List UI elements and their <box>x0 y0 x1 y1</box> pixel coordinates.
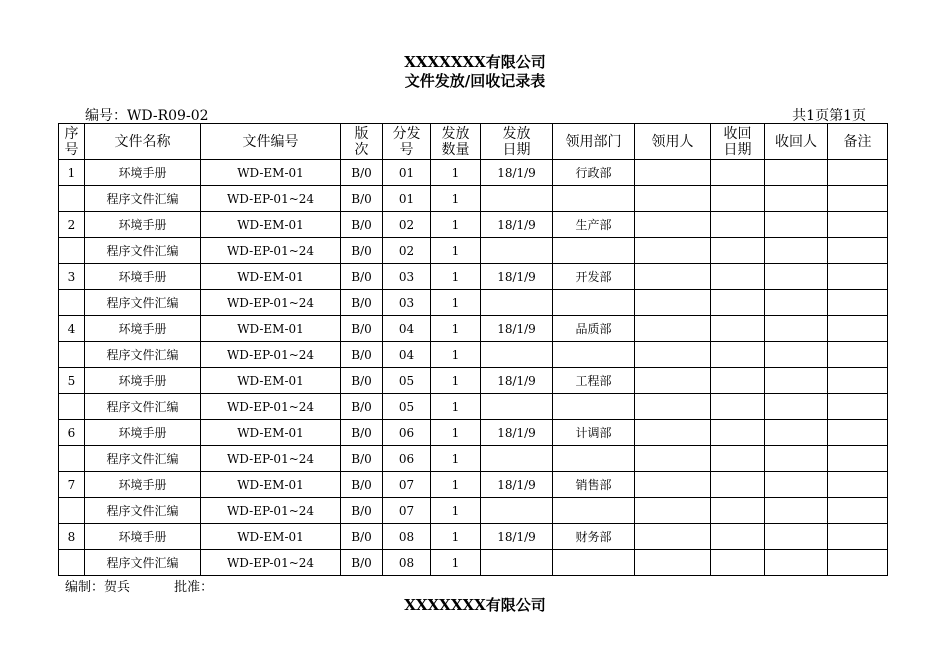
company-name: XXXXXXX有限公司 <box>404 53 546 71</box>
table-cell <box>59 342 85 368</box>
column-header <box>711 124 765 160</box>
table-cell <box>481 550 553 576</box>
table-cell <box>635 290 711 316</box>
column-header <box>828 124 888 160</box>
table-cell: 1 <box>431 238 481 264</box>
table-cell: 程序文件汇编 <box>85 342 201 368</box>
table-cell: B/0 <box>341 342 383 368</box>
table-cell: WD-EP-01~24 <box>201 290 341 316</box>
column-header-line: 收回人 <box>775 133 817 150</box>
table-cell <box>481 498 553 524</box>
table-cell <box>711 394 765 420</box>
table-cell: WD-EM-01 <box>201 472 341 498</box>
table-cell <box>553 342 635 368</box>
table-cell <box>553 394 635 420</box>
table-cell: 1 <box>431 394 481 420</box>
table-cell: 程序文件汇编 <box>85 446 201 472</box>
table-cell <box>828 186 888 212</box>
table-cell <box>765 420 828 446</box>
table-row <box>59 264 888 290</box>
column-header-line: 发放 <box>441 125 470 142</box>
table-row <box>59 342 888 368</box>
table-cell: 1 <box>431 290 481 316</box>
table-cell <box>711 446 765 472</box>
table-cell: WD-EM-01 <box>201 420 341 446</box>
table-cell <box>553 446 635 472</box>
column-header-line: 文件名称 <box>114 133 171 150</box>
table-cell: 06 <box>383 446 431 472</box>
table-cell <box>765 160 828 186</box>
table-row <box>59 524 888 550</box>
column-header-line: 号 <box>64 141 79 158</box>
table-cell: B/0 <box>341 368 383 394</box>
table-cell <box>481 446 553 472</box>
table-cell <box>828 446 888 472</box>
table-row <box>59 550 888 576</box>
column-header <box>481 124 553 160</box>
table-cell: 8 <box>59 524 85 550</box>
table-cell <box>635 446 711 472</box>
column-header <box>59 124 85 160</box>
table-cell <box>765 342 828 368</box>
column-header-line: 次 <box>354 141 369 158</box>
table-cell <box>765 498 828 524</box>
table-row <box>59 160 888 186</box>
column-header <box>201 124 341 160</box>
table-cell <box>635 368 711 394</box>
column-header-line: 数量 <box>441 141 470 158</box>
table-cell: 01 <box>383 160 431 186</box>
table-cell: 08 <box>383 550 431 576</box>
table-cell: 环境手册 <box>85 264 201 290</box>
table-cell: 7 <box>59 472 85 498</box>
table-cell: 1 <box>431 550 481 576</box>
table-cell: WD-EM-01 <box>201 316 341 342</box>
table-cell: 环境手册 <box>85 316 201 342</box>
column-header <box>765 124 828 160</box>
table-cell: 开发部 <box>553 264 635 290</box>
table-row <box>59 212 888 238</box>
table-cell: 18/1/9 <box>481 368 553 394</box>
table-cell <box>635 394 711 420</box>
table-cell <box>828 498 888 524</box>
column-header <box>431 124 481 160</box>
table-cell <box>765 394 828 420</box>
table-cell: 04 <box>383 316 431 342</box>
table-cell: B/0 <box>341 446 383 472</box>
table-cell: WD-EM-01 <box>201 368 341 394</box>
table-row <box>59 498 888 524</box>
table-cell: 03 <box>383 290 431 316</box>
table-cell: 07 <box>383 498 431 524</box>
distribution-record-table <box>58 123 888 576</box>
table-cell: 1 <box>431 446 481 472</box>
table-cell: 环境手册 <box>85 420 201 446</box>
table-cell: B/0 <box>341 420 383 446</box>
table-cell <box>765 524 828 550</box>
table-cell <box>481 186 553 212</box>
table-cell: 环境手册 <box>85 472 201 498</box>
table-cell: B/0 <box>341 160 383 186</box>
table-cell: B/0 <box>341 186 383 212</box>
table-cell <box>765 368 828 394</box>
table-cell <box>828 160 888 186</box>
table-cell <box>828 394 888 420</box>
table-cell <box>828 264 888 290</box>
signature-line <box>65 576 213 595</box>
table-cell <box>553 550 635 576</box>
table-row <box>59 290 888 316</box>
footer-company-name: XXXXXXX有限公司 <box>404 596 546 614</box>
table-cell <box>635 342 711 368</box>
table-cell: WD-EM-01 <box>201 524 341 550</box>
table-cell: WD-EP-01~24 <box>201 550 341 576</box>
table-cell <box>635 186 711 212</box>
approver-label: 批准： <box>174 580 214 595</box>
table-cell: WD-EP-01~24 <box>201 446 341 472</box>
table-cell <box>765 472 828 498</box>
table-cell <box>711 212 765 238</box>
page-info: 共1页第1页 <box>792 108 866 124</box>
table-cell: 财务部 <box>553 524 635 550</box>
table-cell <box>553 186 635 212</box>
table-cell: 4 <box>59 316 85 342</box>
table-cell <box>828 342 888 368</box>
table-row <box>59 238 888 264</box>
table-header <box>59 124 888 160</box>
table-cell <box>635 420 711 446</box>
table-cell <box>481 394 553 420</box>
table-cell <box>765 238 828 264</box>
table-cell <box>765 212 828 238</box>
table-cell: 1 <box>431 472 481 498</box>
table-cell: 程序文件汇编 <box>85 238 201 264</box>
table-cell: 18/1/9 <box>481 472 553 498</box>
table-cell: 1 <box>431 264 481 290</box>
table-cell: B/0 <box>341 290 383 316</box>
table-cell <box>711 472 765 498</box>
table-cell <box>711 160 765 186</box>
table-cell: 生产部 <box>553 212 635 238</box>
table-cell <box>765 290 828 316</box>
table-cell <box>711 368 765 394</box>
table-cell: 5 <box>59 368 85 394</box>
table-cell: 18/1/9 <box>481 160 553 186</box>
table-cell: B/0 <box>341 316 383 342</box>
table-cell <box>59 238 85 264</box>
table-cell: 18/1/9 <box>481 316 553 342</box>
table-cell: 6 <box>59 420 85 446</box>
table-cell: 行政部 <box>553 160 635 186</box>
column-header-line: 收回 <box>723 125 752 142</box>
column-header <box>341 124 383 160</box>
table-cell: 1 <box>431 186 481 212</box>
table-cell: 07 <box>383 472 431 498</box>
table-row <box>59 420 888 446</box>
table-cell <box>828 550 888 576</box>
table-cell: 03 <box>383 264 431 290</box>
column-header-line: 领用人 <box>651 133 694 150</box>
table-cell <box>765 446 828 472</box>
table-cell <box>828 368 888 394</box>
table-cell <box>828 472 888 498</box>
table-cell: 18/1/9 <box>481 420 553 446</box>
table-cell: 1 <box>431 420 481 446</box>
column-header-line: 版 <box>354 125 369 142</box>
table-cell <box>481 290 553 316</box>
table-cell <box>59 186 85 212</box>
table-cell: 1 <box>431 342 481 368</box>
column-header-line: 日期 <box>502 141 531 158</box>
table-cell: 1 <box>431 368 481 394</box>
table-cell <box>553 498 635 524</box>
table-cell <box>711 186 765 212</box>
table-cell <box>635 264 711 290</box>
table-cell <box>635 472 711 498</box>
table-cell: 05 <box>383 368 431 394</box>
table-cell <box>635 238 711 264</box>
table-cell: 18/1/9 <box>481 212 553 238</box>
table-cell <box>828 316 888 342</box>
table-cell <box>635 550 711 576</box>
table-cell: B/0 <box>341 550 383 576</box>
document-title: 文件发放/回收记录表 <box>404 72 546 90</box>
table-cell: 02 <box>383 212 431 238</box>
table-cell <box>828 290 888 316</box>
table-row <box>59 368 888 394</box>
table-row <box>59 472 888 498</box>
table-cell <box>59 290 85 316</box>
table-cell: B/0 <box>341 238 383 264</box>
table-cell <box>59 446 85 472</box>
table-cell <box>711 420 765 446</box>
table-cell <box>711 316 765 342</box>
column-header-line: 分发 <box>392 125 421 142</box>
table-cell <box>635 524 711 550</box>
table-cell <box>711 524 765 550</box>
table-cell: B/0 <box>341 498 383 524</box>
table-cell: 1 <box>431 316 481 342</box>
editor-label: 编制：贺兵 <box>65 580 131 595</box>
table-cell: 工程部 <box>553 368 635 394</box>
column-header-line: 文件编号 <box>242 133 299 150</box>
table-cell: WD-EM-01 <box>201 160 341 186</box>
table-cell <box>711 264 765 290</box>
table-cell: 1 <box>59 160 85 186</box>
table-cell: 环境手册 <box>85 212 201 238</box>
column-header <box>553 124 635 160</box>
table-cell: 环境手册 <box>85 160 201 186</box>
table-cell: WD-EM-01 <box>201 264 341 290</box>
table-cell <box>711 498 765 524</box>
table-cell: 1 <box>431 212 481 238</box>
table-cell: 1 <box>431 498 481 524</box>
table-cell: 04 <box>383 342 431 368</box>
table-cell: 程序文件汇编 <box>85 290 201 316</box>
table-cell: WD-EP-01~24 <box>201 342 341 368</box>
table-cell <box>765 264 828 290</box>
table-cell: 程序文件汇编 <box>85 186 201 212</box>
table-cell: 销售部 <box>553 472 635 498</box>
column-header-line: 号 <box>399 141 414 158</box>
column-header-line: 发放 <box>502 125 531 142</box>
table-cell <box>59 394 85 420</box>
table-cell: B/0 <box>341 212 383 238</box>
table-row <box>59 394 888 420</box>
table-cell: 1 <box>431 160 481 186</box>
column-header-line: 日期 <box>723 141 752 158</box>
table-cell: WD-EM-01 <box>201 212 341 238</box>
table-cell <box>59 550 85 576</box>
table-cell: 18/1/9 <box>481 524 553 550</box>
table-cell <box>635 212 711 238</box>
table-cell: 1 <box>431 524 481 550</box>
table-cell <box>765 186 828 212</box>
table-cell: 02 <box>383 238 431 264</box>
table-cell: 05 <box>383 394 431 420</box>
table-cell: 2 <box>59 212 85 238</box>
table-cell <box>635 316 711 342</box>
table-cell: WD-EP-01~24 <box>201 498 341 524</box>
table-cell <box>711 238 765 264</box>
table-cell <box>59 498 85 524</box>
table-row <box>59 186 888 212</box>
document-number: 编号：WD-R09-02 <box>85 108 209 124</box>
table-cell <box>765 316 828 342</box>
table-cell <box>553 290 635 316</box>
header-row <box>59 124 888 160</box>
table-cell: 环境手册 <box>85 368 201 394</box>
table-cell: 品质部 <box>553 316 635 342</box>
table-cell: B/0 <box>341 472 383 498</box>
column-header <box>635 124 711 160</box>
table-cell: B/0 <box>341 264 383 290</box>
table-row <box>59 316 888 342</box>
column-header <box>85 124 201 160</box>
column-header-line: 备注 <box>843 133 872 150</box>
table-cell: 环境手册 <box>85 524 201 550</box>
table-body <box>59 160 888 576</box>
table-cell: 01 <box>383 186 431 212</box>
table-cell: WD-EP-01~24 <box>201 186 341 212</box>
table-cell <box>828 212 888 238</box>
table-cell <box>711 550 765 576</box>
table-cell <box>765 550 828 576</box>
table-row <box>59 446 888 472</box>
column-header-line: 领用部门 <box>565 133 622 150</box>
table-cell: 计调部 <box>553 420 635 446</box>
table-cell: 程序文件汇编 <box>85 498 201 524</box>
table-cell <box>828 238 888 264</box>
table-cell: B/0 <box>341 524 383 550</box>
table-cell: 程序文件汇编 <box>85 394 201 420</box>
table-cell <box>481 342 553 368</box>
table-cell <box>635 160 711 186</box>
table-cell: WD-EP-01~24 <box>201 238 341 264</box>
table-cell: B/0 <box>341 394 383 420</box>
table-cell: 3 <box>59 264 85 290</box>
column-header-line: 序 <box>64 125 79 142</box>
table-cell <box>711 342 765 368</box>
table-cell <box>635 498 711 524</box>
table-cell: 18/1/9 <box>481 264 553 290</box>
table-cell <box>481 238 553 264</box>
table-cell: 06 <box>383 420 431 446</box>
table-cell: WD-EP-01~24 <box>201 394 341 420</box>
table-cell: 08 <box>383 524 431 550</box>
column-header <box>383 124 431 160</box>
table-cell: 程序文件汇编 <box>85 550 201 576</box>
table-cell <box>828 524 888 550</box>
table-cell <box>553 238 635 264</box>
table-cell <box>828 420 888 446</box>
table-cell <box>711 290 765 316</box>
